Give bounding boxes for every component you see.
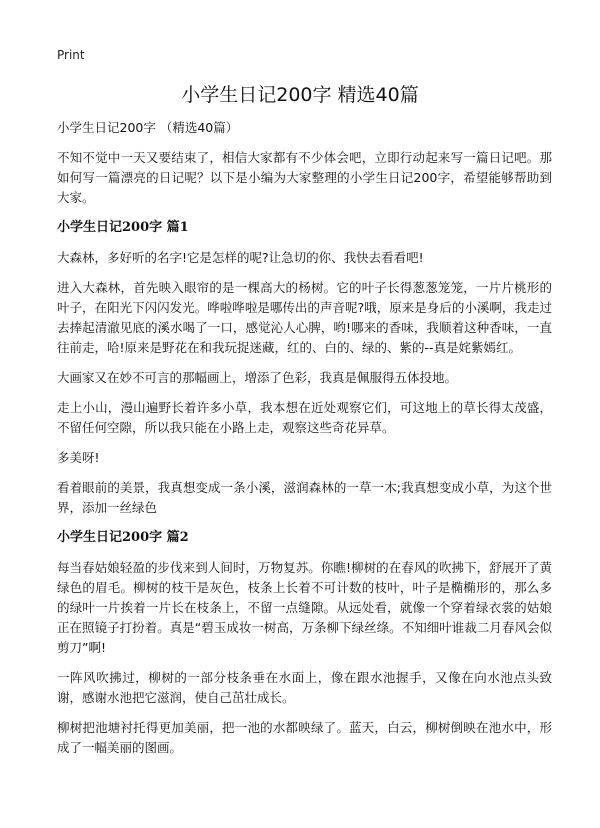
- print-link[interactable]: Print: [57, 48, 85, 62]
- document-subtitle: 小学生日记200字 （精选40篇）: [57, 120, 239, 135]
- section-paragraph: 多美呀!: [57, 450, 100, 465]
- document-body: [57, 118, 552, 768]
- section-paragraph: 看着眼前的美景，我真想变成一条小溪，滋润森林的一草一木;我真想变成小草，为这个世界，添加一丝绿色: [57, 480, 552, 515]
- diary-section-1: [57, 218, 552, 518]
- section-heading: 小学生日记200字 篇2: [57, 530, 189, 545]
- section-paragraph: 进入大森林，首先映入眼帘的是一棵高大的杨树。它的叶子长得葱葱笼笼，一片片桃形的叶子，在阳光下闪闪发光。哗啦哗啦是哪传出的声音呢?哦，原来是身后的小溪啊，我走过去捧起清澈见底的溪水喝了一口，感觉沁人心脾，哟!哪来的香味，我顺着这种香味，一直往前走，哈!原来是野花在和我玩捉迷藏，红的、白的、绿的、紫的--真是姹紫嫣红。: [57, 280, 552, 355]
- section-paragraph: 大画家又在妙不可言的那幅画上，增添了色彩，我真是佩服得五体投地。: [57, 370, 458, 385]
- section-paragraph: 走上小山，漫山遍野长着许多小草，我本想在近处观察它们，可这地上的草长得太茂盛，不留任何空隙，所以我只能在小路上走，观察这些奇花异草。: [57, 400, 552, 435]
- section-heading: 小学生日记200字 篇1: [57, 220, 189, 235]
- section-paragraph: 每当春姑娘轻盈的步伐来到人间时，万物复苏。你瞧!柳树的在春风的吹拂下，舒展开了黄绿色的眉毛。柳树的枝干是灰色，枝条上长着不可计数的枝叶，叶子是椭椭形的，那么多的绿叶一片挨着一片长在枝条上，不留一点缝隙。从远处看，就像一个穿着绿衣裳的姑娘正在照镜子打扮着。真是“碧玉成妆一树高，万条柳下绿丝绦。不知细叶谁裁二月春风会似剪刀”啊!: [57, 560, 552, 655]
- document-title: 小学生日记200字 精选40篇: [181, 84, 419, 106]
- diary-section-2: [57, 528, 552, 758]
- section-paragraph: 一阵风吹拂过，柳树的一部分枝条垂在水面上，像在跟水池握手，又像在向水池点头致谢，感谢水池把它滋润，使自己茁壮成长。: [57, 670, 552, 705]
- intro-paragraph: 不知不觉中一天又要结束了，相信大家都有不少体会吧，立即行动起来写一篇日记吧。那如何写一篇漂亮的日记呢？以下是小编为大家整理的小学生日记200字，希望能够帮助到大家。: [57, 150, 552, 205]
- section-paragraph: 大森林，多好听的名字!它是怎样的呢?让急切的你、我快去看看吧!: [57, 250, 424, 265]
- section-paragraph: 柳树把池塘衬托得更加美丽，把一池的水都映绿了。蓝天，白云，柳树倒映在池水中，形成了一幅美丽的图画。: [57, 720, 552, 755]
